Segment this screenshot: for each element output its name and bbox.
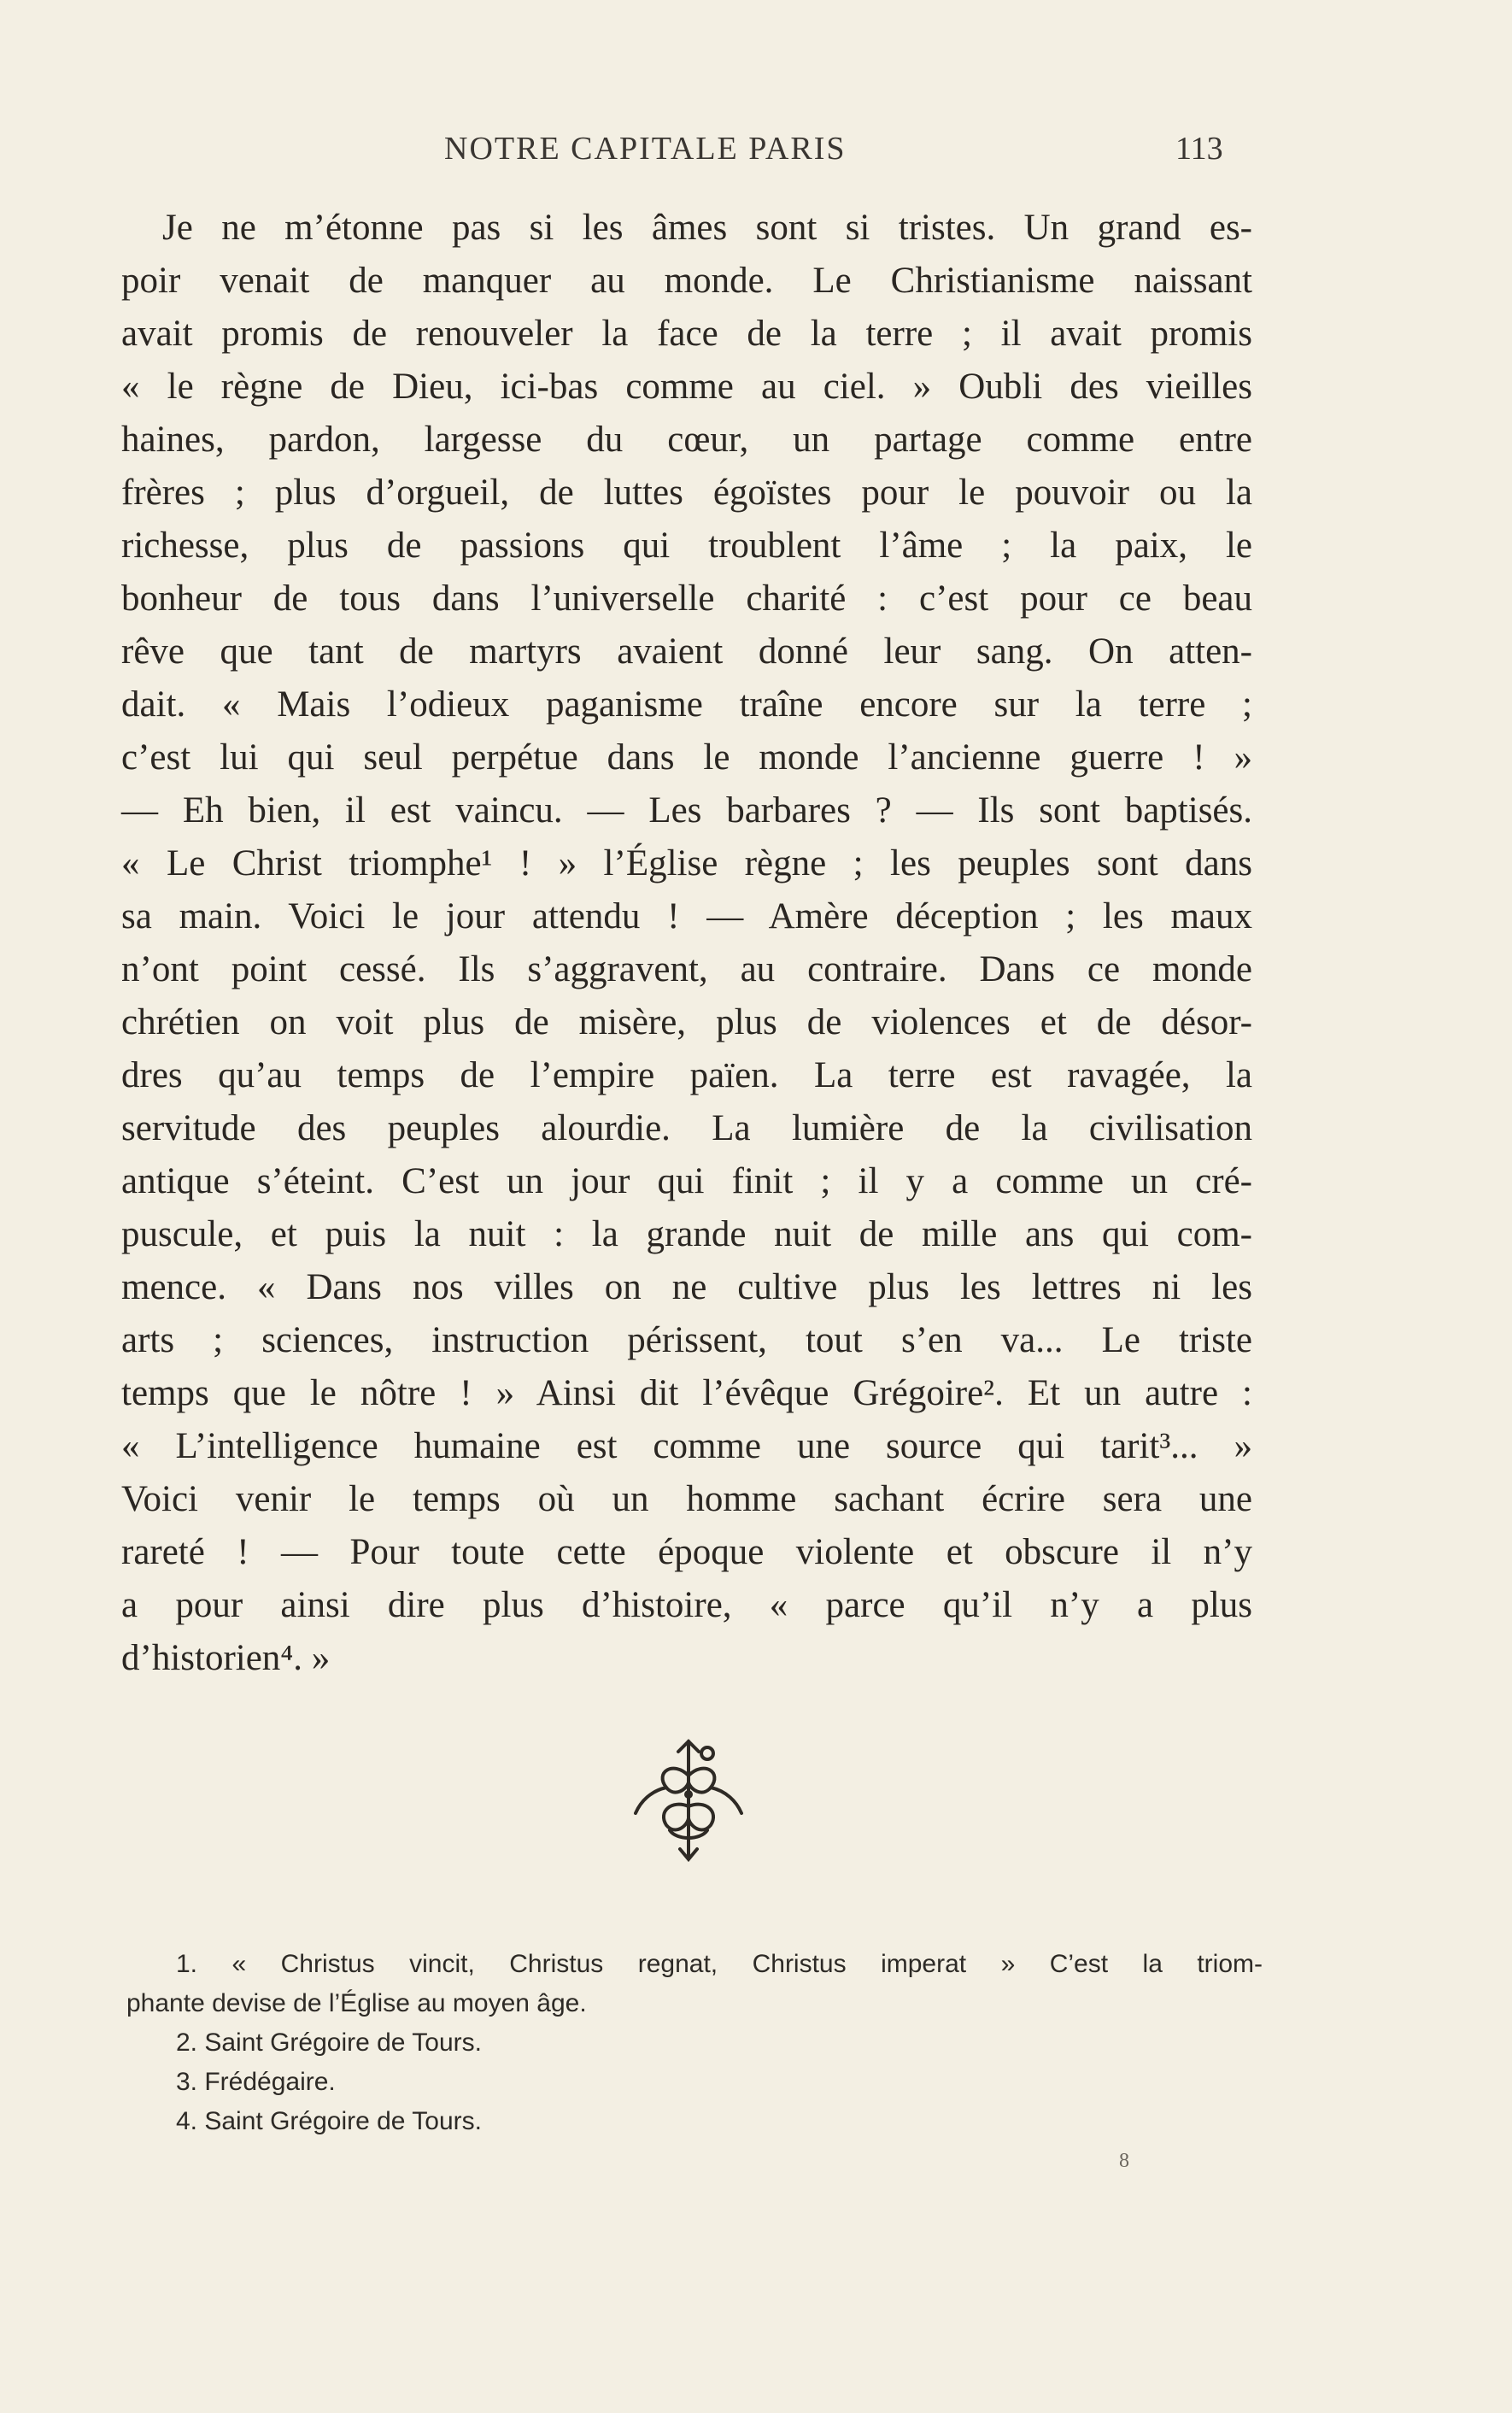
footnote-line: 4. Saint Grégoire de Tours. [176, 2107, 482, 2135]
body-line: « L’intelligence humaine est comme une source qui tarit³... » [121, 1426, 1252, 1466]
body-line: poir venait de manquer au monde. Le Christianisme naissant [121, 261, 1252, 301]
footnote-line: phante devise de l’Église au moyen âge. [126, 1989, 587, 2017]
body-line: bonheur de tous dans l’universelle charité : c’est pour ce beau [121, 578, 1252, 619]
body-line: « Le Christ triomphe¹ ! » l’Église règne ; les peuples sont dans [121, 843, 1252, 884]
body-line: mence. « Dans nos villes on ne cultive plus les lettres ni les [121, 1267, 1252, 1307]
fleuron-ornament-icon [629, 1735, 748, 1863]
page-number: 113 [1175, 131, 1223, 167]
body-line: richesse, plus de passions qui troublent l’âme ; la paix, le [121, 525, 1252, 566]
body-line: frères ; plus d’orgueil, de luttes égoïstes pour le pouvoir ou la [121, 473, 1252, 513]
signature-mark: 8 [1119, 2150, 1129, 2172]
body-line: a pour ainsi dire plus d’histoire, « parce qu’il n’y a plus [121, 1585, 1252, 1625]
body-line: dait. « Mais l’odieux paganisme traîne encore sur la terre ; [121, 684, 1252, 725]
body-line: puscule, et puis la nuit : la grande nuit de mille ans qui com- [121, 1214, 1252, 1254]
body-line: chrétien on voit plus de misère, plus de violences et de désor- [121, 1002, 1252, 1042]
body-line: avait promis de renouveler la face de la terre ; il avait promis [121, 314, 1252, 354]
body-line: n’ont point cessé. Ils s’aggravent, au contraire. Dans ce monde [121, 949, 1252, 989]
body-line: antique s’éteint. C’est un jour qui finit ; il y a comme un cré- [121, 1161, 1252, 1201]
body-line: arts ; sciences, instruction périssent, tout s’en va... Le triste [121, 1320, 1252, 1360]
body-line: rareté ! — Pour toute cette époque violente et obscure il n’y [121, 1532, 1252, 1572]
body-line: Voici venir le temps où un homme sachant écrire sera une [121, 1479, 1252, 1519]
body-line: c’est lui qui seul perpétue dans le monde l’ancienne guerre ! » [121, 737, 1252, 778]
body-line: rêve que tant de martyrs avaient donné leur sang. On atten- [121, 631, 1252, 672]
body-line: — Eh bien, il est vaincu. — Les barbares ? — Ils sont baptisés. [121, 790, 1252, 831]
footnotes [126, 1945, 1263, 2141]
body-line: haines, pardon, largesse du cœur, un partage comme entre [121, 420, 1252, 460]
body-line: « le règne de Dieu, ici-bas comme au ciel. » Oubli des vieilles [121, 367, 1252, 407]
body-line: temps que le nôtre ! » Ainsi dit l’évêque Grégoire². Et un autre : [121, 1373, 1252, 1413]
body-line: sa main. Voici le jour attendu ! — Amère déception ; les maux [121, 896, 1252, 936]
body-line: servitude des peuples alourdie. La lumière de la civilisation [121, 1108, 1252, 1148]
body-line: d’historien⁴. » [121, 1638, 331, 1678]
running-title: NOTRE CAPITALE PARIS [444, 131, 847, 167]
footnote-line: 1. « Christus vincit, Christus regnat, Christus imperat » C’est la triom- [176, 1950, 1263, 1978]
body-line: dres qu’au temps de l’empire païen. La terre est ravagée, la [121, 1055, 1252, 1095]
footnote-line: 2. Saint Grégoire de Tours. [176, 2028, 482, 2057]
body-text [121, 202, 1252, 1685]
footnote-line: 3. Frédégaire. [176, 2068, 336, 2096]
body-line: Je ne m’étonne pas si les âmes sont si tristes. Un grand es- [162, 208, 1252, 248]
